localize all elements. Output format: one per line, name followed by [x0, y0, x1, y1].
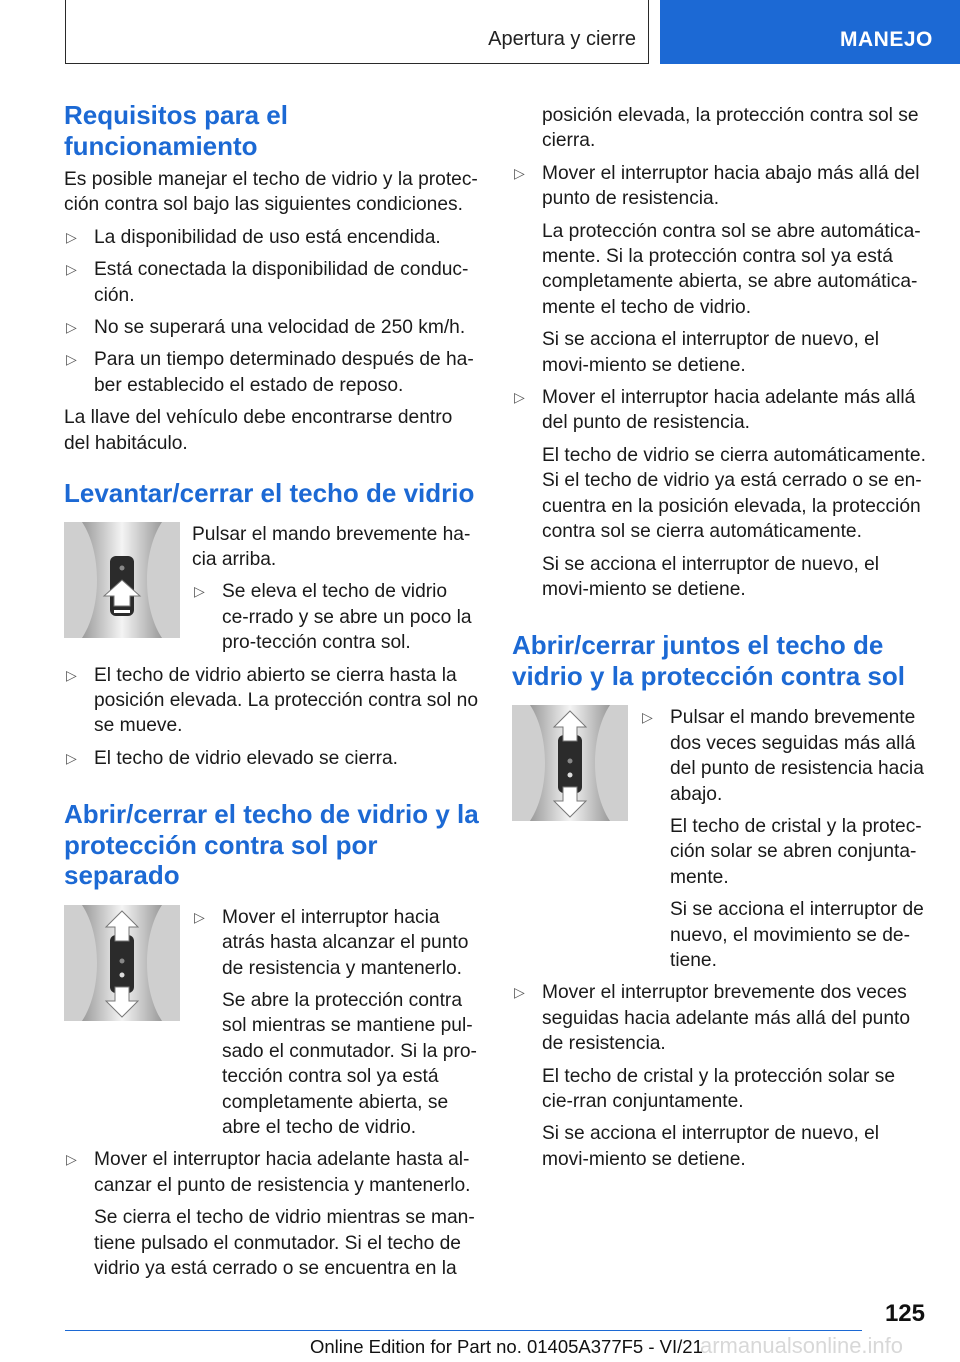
sub-paragraph: El techo de vidrio se cierra automáticamente. Si el techo de vidrio ya está cerrado o se en-cuentra en la posición elevada, la protección contra sol se cierra automáticamente.	[542, 444, 926, 543]
heading-juntos: Abrir/cerrar juntos el techo de vidrio y la protección contra sol	[512, 630, 905, 691]
bullet-icon: ▷	[66, 228, 77, 245]
left-column	[64, 100, 479, 1281]
bullet-icon: ▷	[66, 666, 77, 683]
page-number: 125	[884, 1300, 925, 1327]
bullet-icon: ▷	[514, 984, 525, 1001]
list-item: ▷ Mover el interruptor hacia atrás hasta alcanzar el punto de resistencia y mantenerlo.	[194, 906, 469, 979]
list-item: ▷ Pulsar el mando brevemente dos veces seguidas más allá del punto de resistencia hacia abajo.	[642, 707, 924, 805]
sub-paragraph: La protección contra sol se abre automática-mente. Si la protección contra sol ya está completamente abierta, se abre automática-mente el techo de vidrio.	[542, 220, 921, 318]
footer-edition: Online Edition for Part no. 01405A377F5 - VI/21	[310, 1336, 703, 1357]
sub-paragraph: Si se acciona el interruptor de nuevo, el movimiento se de-tiene.	[670, 899, 924, 971]
list-item: ▷ Se eleva el techo de vidrio ce-rrado y se abre un poco la pro-tección contra sol.	[194, 581, 472, 654]
sub-paragraph: Se cierra el techo de vidrio mientras se man-tiene pulsado el conmutador. Si el techo de vidrio ya está cerrado o se encuentra en la	[94, 1207, 475, 1279]
intro-paragraph: Es posible manejar el techo de vidrio y la protec-ción contra sol bajo las siguientes condiciones.	[64, 169, 478, 216]
bullet-icon: ▷	[194, 908, 205, 925]
bullet-icon: ▷	[194, 583, 205, 600]
bullet-icon: ▷	[66, 319, 77, 336]
sub-paragraph: Si se acciona el interruptor de nuevo, el movi-miento se detiene.	[542, 553, 880, 600]
heading-separado: Abrir/cerrar el techo de vidrio y la protección contra sol por separado	[64, 799, 479, 891]
list-item: ▷ No se superará una velocidad de 250 km/h.	[64, 315, 479, 340]
switch-updown-figure	[64, 905, 180, 1021]
right-column	[512, 103, 927, 1172]
sub-paragraph: El techo de cristal y la protección solar se cie-rran conjuntamente.	[542, 1065, 896, 1112]
list-item: ▷ Mover el interruptor hacia adelante hasta al-canzar el punto de resistencia y mantenerlo.	[66, 1149, 471, 1196]
figure-row-joint	[512, 705, 927, 973]
sub-paragraph: Si se acciona el interruptor de nuevo, el movi-miento se detiene.	[542, 329, 880, 376]
chapter-tab[interactable]	[660, 0, 960, 64]
list-item: ▷ Mover el interruptor hacia adelante más allá del punto de resistencia.	[514, 387, 916, 434]
footer-rule	[65, 1330, 862, 1331]
figure-row-raise	[64, 522, 479, 656]
bullet-icon: ▷	[66, 261, 77, 278]
list-item: ▷ La disponibilidad de uso está encendida.	[64, 225, 479, 250]
outro-paragraph: La llave del vehículo debe encontrarse dentro del habitáculo.	[64, 407, 453, 454]
bullet-icon: ▷	[642, 709, 653, 726]
heading-levantar: Levantar/cerrar el techo de vidrio	[64, 478, 475, 509]
bullet-icon: ▷	[514, 389, 525, 406]
switch-updown-figure	[512, 705, 628, 821]
list-item: ▷ Mover el interruptor hacia abajo más allá del punto de resistencia.	[514, 162, 920, 210]
header-box	[65, 0, 649, 64]
bullet-icon: ▷	[66, 351, 77, 368]
chapter-tab-label: MANEJO	[840, 28, 933, 51]
sub-paragraph: El techo de cristal y la protec-ción solar se abren conjunta-mente.	[670, 815, 922, 888]
watermark: armanualsonline.info	[700, 1333, 904, 1358]
bullet-icon: ▷	[514, 164, 525, 181]
list-item: ▷ Está conectada la disponibilidad de conduc-ción.	[66, 259, 469, 306]
list-item: ▷ Mover el interruptor brevemente dos veces seguidas hacia adelante más allá del punto de resistencia.	[514, 982, 911, 1055]
sub-paragraph: Si se acciona el interruptor de nuevo, el movi-miento se detiene.	[542, 1123, 880, 1170]
list-item: ▷ Para un tiempo determinado después de ha-ber establecido el estado de reposo.	[66, 349, 474, 396]
bullet-icon: ▷	[66, 1151, 77, 1168]
raise-intro: Pulsar el mando brevemente ha-cia arriba.	[192, 523, 471, 570]
section-title: Apertura y cierre	[488, 28, 636, 50]
heading-requisitos: Requisitos para el funcionamiento	[64, 100, 288, 161]
figure-row-separate	[64, 905, 479, 1141]
list-item: ▷ El techo de vidrio abierto se cierra hasta la posición elevada. La protección contra sol no se mueve.	[66, 664, 478, 737]
list-item: ▷ El techo de vidrio elevado se cierra.	[64, 746, 479, 771]
switch-up-figure	[64, 522, 180, 638]
bullet-icon: ▷	[66, 749, 77, 766]
continued-paragraph: posición elevada, la protección contra sol se cierra.	[542, 105, 919, 152]
sub-paragraph: Se abre la protección contra sol mientras se mantiene pul-sado el conmutador. Si la pro-tección contra sol ya está completamente abierta, se abre el techo de vidrio.	[222, 989, 477, 1138]
